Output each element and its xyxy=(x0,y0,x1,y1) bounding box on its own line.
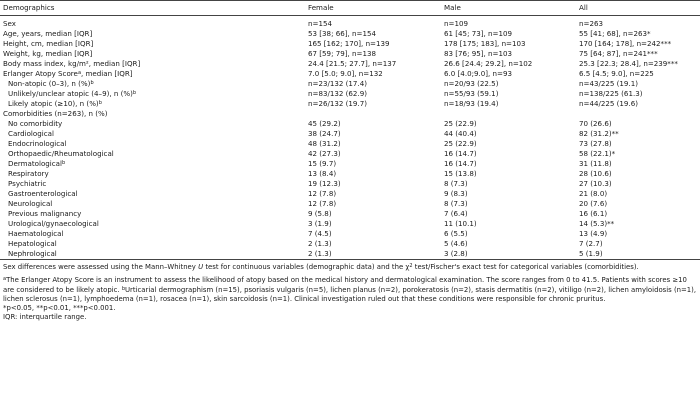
cell-female: 45 (29.2) xyxy=(308,119,341,128)
table-row-weight xyxy=(0,49,700,59)
cell-male: 25 (22.9) xyxy=(444,119,477,128)
note-text: Urticarial dermographism (n=15), psoriasis vulgaris (n=5), lichen planus (n=2), porokeratosis (n=2), stasis dermatitis (n=2), vitiligo (n=2), lichen amyloidosis (n=1), lichen sclerosus (n=1), lymphoedema (n=1), rosacea (n=1), skin sarcoidosis (n=1). Clinical investigation ruled out that these conditions were responsible for chronic pruritus. xyxy=(3,285,697,303)
table-row-dermatological xyxy=(0,159,700,169)
cell-female: 9 (5.8) xyxy=(308,209,332,218)
footnote-statistics xyxy=(3,263,697,272)
table-row-age xyxy=(0,29,700,39)
row-label: Neurological xyxy=(8,199,53,208)
row-label xyxy=(0,89,305,99)
row-label xyxy=(0,99,305,109)
table-row-likely xyxy=(0,99,700,109)
table-row-nonatopic xyxy=(0,79,700,89)
row-label: Urological/gynaecological xyxy=(8,219,99,228)
cell-female: 48 (31.2) xyxy=(308,139,341,148)
cell-male: 9 (8.3) xyxy=(444,189,468,198)
cell-male: 44 (40.4) xyxy=(444,129,477,138)
note-sup: a xyxy=(3,276,7,283)
row-label: Body mass index, kg/m², median [IQR] xyxy=(3,59,141,68)
table-row-height xyxy=(0,39,700,49)
cell-female: 15 (9.7) xyxy=(308,159,337,168)
row-label-text: Unlikely/unclear atopic (4–9), n (%) xyxy=(8,89,133,98)
cell-female: 53 [38; 66], n=154 xyxy=(308,29,377,38)
row-label: Previous malignancy xyxy=(8,209,82,218)
cell-female: 38 (24.7) xyxy=(308,129,341,138)
cell-all: 170 [164; 178], n=242*** xyxy=(579,39,672,48)
table-row-malignancy xyxy=(0,209,700,219)
row-label xyxy=(0,79,305,89)
cell-male: 6 (5.5) xyxy=(444,229,468,238)
row-label-text: Erlanger Atopy Score xyxy=(3,69,78,78)
table-row-comorbidities xyxy=(0,109,700,119)
cell-male: n=109 xyxy=(444,19,468,28)
row-label-text: Likely atopic (≥10), n (%) xyxy=(8,99,99,108)
row-label: Endocrinological xyxy=(8,139,67,148)
row-label: No comorbidity xyxy=(8,119,63,128)
cell-male: 61 [45; 73], n=109 xyxy=(444,29,513,38)
table-row-cardiological xyxy=(0,129,700,139)
cell-female: n=154 xyxy=(308,19,332,28)
col-header-demographics: Demographics xyxy=(0,1,305,16)
cell-female: 2 (1.3) xyxy=(308,239,332,248)
cell-all: 73 (27.8) xyxy=(579,139,612,148)
row-label-text: Dermatological xyxy=(8,159,62,168)
note-text: test/Fischer's exact test for categorical variables (comorbidities). xyxy=(412,263,639,271)
cell-male: 5 (4.6) xyxy=(444,239,468,248)
cell-all: 16 (6.1) xyxy=(579,209,608,218)
note-text: test for continuous variables (demographic data) and the χ xyxy=(203,263,410,271)
footnote-mark: b xyxy=(62,160,66,166)
cell-male: n=20/93 (22.5) xyxy=(444,79,499,88)
table-row-psychiatric xyxy=(0,179,700,189)
table-row-gastroenterological xyxy=(0,189,700,199)
table-row-eas xyxy=(0,69,700,79)
cell-male: 26.6 [24.4; 29.2], n=102 xyxy=(444,59,533,68)
table-row-hepatological xyxy=(0,239,700,249)
cell-female: n=23/132 (17.4) xyxy=(308,79,367,88)
cell-male: 8 (7.3) xyxy=(444,179,468,188)
cell-all: 27 (10.3) xyxy=(579,179,612,188)
cell-all: 82 (31.2)** xyxy=(579,129,619,138)
table-row-unlikely xyxy=(0,89,700,99)
table-row-endocrinological xyxy=(0,139,700,149)
note-text: Sex differences were assessed using the Mann–Whitney xyxy=(3,263,199,271)
note-sup: b xyxy=(121,285,125,292)
cell-female: 7.0 [5.0; 9.0], n=132 xyxy=(308,69,383,78)
cell-all: 7 (2.7) xyxy=(579,239,603,248)
row-label: Nephrological xyxy=(0,249,305,260)
col-header-male: Male xyxy=(441,1,576,16)
cell-all: 14 (5.3)** xyxy=(579,219,615,228)
cell-all: 75 [64; 87], n=241*** xyxy=(579,49,658,58)
table-row-respiratory xyxy=(0,169,700,179)
table-footnotes xyxy=(0,263,700,323)
note-text: The Erlanger Atopy Score is an instrument to assess the likelihood of atopy based on the medical history and dermatological examination. The score ranges from 0 to 41.5. Patients with scores ≥10 are considered to be likely atopic. xyxy=(3,276,687,294)
cell-female: 7 (4.5) xyxy=(308,229,332,238)
cell-all: 6.5 [4.5; 9.0], n=225 xyxy=(579,69,654,78)
table-row-sex xyxy=(0,19,700,29)
footnote-mark: b xyxy=(90,80,94,86)
table-row-nephrological xyxy=(0,249,700,260)
cell-male: 7 (6.4) xyxy=(444,209,468,218)
cell-male: 3 (2.8) xyxy=(441,249,576,260)
table-row-haematological xyxy=(0,229,700,239)
table-row-neurological xyxy=(0,199,700,209)
cell-male: n=18/93 (19.4) xyxy=(444,99,499,108)
cell-female: 12 (7.8) xyxy=(308,199,337,208)
row-label: Sex xyxy=(3,19,16,28)
cell-female: 12 (7.8) xyxy=(308,189,337,198)
row-label xyxy=(0,69,305,79)
row-label: Comorbidities (n=263), n (%) xyxy=(3,109,108,118)
header-row xyxy=(0,1,700,16)
footnote-atopy xyxy=(3,276,697,304)
table-row-urological xyxy=(0,219,700,229)
cell-all: 5 (1.9) xyxy=(576,249,700,260)
cell-female: 19 (12.3) xyxy=(308,179,341,188)
cell-all: 28 (10.6) xyxy=(579,169,612,178)
row-label: Psychiatric xyxy=(8,179,47,188)
cell-all: n=263 xyxy=(579,19,603,28)
cell-all: 13 (4.9) xyxy=(579,229,608,238)
footnote-mark: b xyxy=(132,90,137,96)
cell-female: 42 (27.3) xyxy=(308,149,341,158)
cell-male: 16 (14.7) xyxy=(444,159,477,168)
cell-male: 8 (7.3) xyxy=(444,199,468,208)
cell-male: 6.0 [4.0;9.0], n=93 xyxy=(444,69,513,78)
row-label: Cardiological xyxy=(8,129,54,138)
cell-female: n=26/132 (19.7) xyxy=(308,99,367,108)
cell-female: 24.4 [21.5; 27.7], n=137 xyxy=(308,59,397,68)
table-row-bmi xyxy=(0,59,700,69)
cell-male: 178 [175; 183], n=103 xyxy=(444,39,526,48)
row-label: Age, years, median [IQR] xyxy=(3,29,93,38)
cell-all: 31 (11.8) xyxy=(579,159,612,168)
col-header-female: Female xyxy=(305,1,441,16)
row-label: Respiratory xyxy=(8,169,49,178)
cell-female: 13 (8.4) xyxy=(308,169,337,178)
cell-all: 21 (8.0) xyxy=(579,189,608,198)
footnote-mark: a xyxy=(77,70,82,76)
cell-female: 165 [162; 170], n=139 xyxy=(308,39,390,48)
row-label: Haematological xyxy=(8,229,64,238)
row-label: Gastroenterological xyxy=(8,189,78,198)
cell-female: 67 [59; 79], n=138 xyxy=(308,49,377,58)
cell-female: 3 (1.9) xyxy=(308,219,332,228)
cell-male: 16 (14.7) xyxy=(444,149,477,158)
note-italic: U xyxy=(198,263,204,271)
cell-all: 70 (26.6) xyxy=(579,119,612,128)
footnote-significance: *p<0.05, **p<0.01, ***p<0.001. xyxy=(3,304,116,313)
cell-all: 55 [41; 68], n=263* xyxy=(579,29,651,38)
cell-female: 2 (1.3) xyxy=(305,249,441,260)
col-header-all: All xyxy=(576,1,700,16)
cell-all: n=138/225 (61.3) xyxy=(579,89,643,98)
cell-male: 83 [76; 95], n=103 xyxy=(444,49,513,58)
table-row-no-comorbidity xyxy=(0,119,700,129)
cell-all: 20 (7.6) xyxy=(579,199,608,208)
row-label: Weight, kg, median [IQR] xyxy=(3,49,93,58)
table-row-orthopaedic xyxy=(0,149,700,159)
cell-all: 58 (22.1)* xyxy=(579,149,616,158)
row-label-text: Non-atopic (0–3), n (%) xyxy=(8,79,91,88)
cell-male: 11 (10.1) xyxy=(444,219,477,228)
row-label xyxy=(0,159,305,169)
cell-all: 25.3 [22.3; 28.4], n=239*** xyxy=(579,59,678,68)
row-label: Hepatological xyxy=(8,239,57,248)
cell-male: 25 (22.9) xyxy=(444,139,477,148)
row-label: Orthopaedic/Rheumatological xyxy=(8,149,114,158)
cell-male: n=55/93 (59.1) xyxy=(444,89,499,98)
cell-all: n=43/225 (19.1) xyxy=(579,79,638,88)
footnote-mark: b xyxy=(98,100,102,106)
row-label: Height, cm, median [IQR] xyxy=(3,39,94,48)
cell-all: n=44/225 (19.6) xyxy=(579,99,638,108)
row-label-suffix: , median [IQR] xyxy=(81,69,133,78)
cell-female: n=83/132 (62.9) xyxy=(308,89,367,98)
cell-male: 15 (13.8) xyxy=(444,169,477,178)
footnote-iqr: IQR: interquartile range. xyxy=(3,313,87,322)
note-sup: 2 xyxy=(409,263,413,269)
